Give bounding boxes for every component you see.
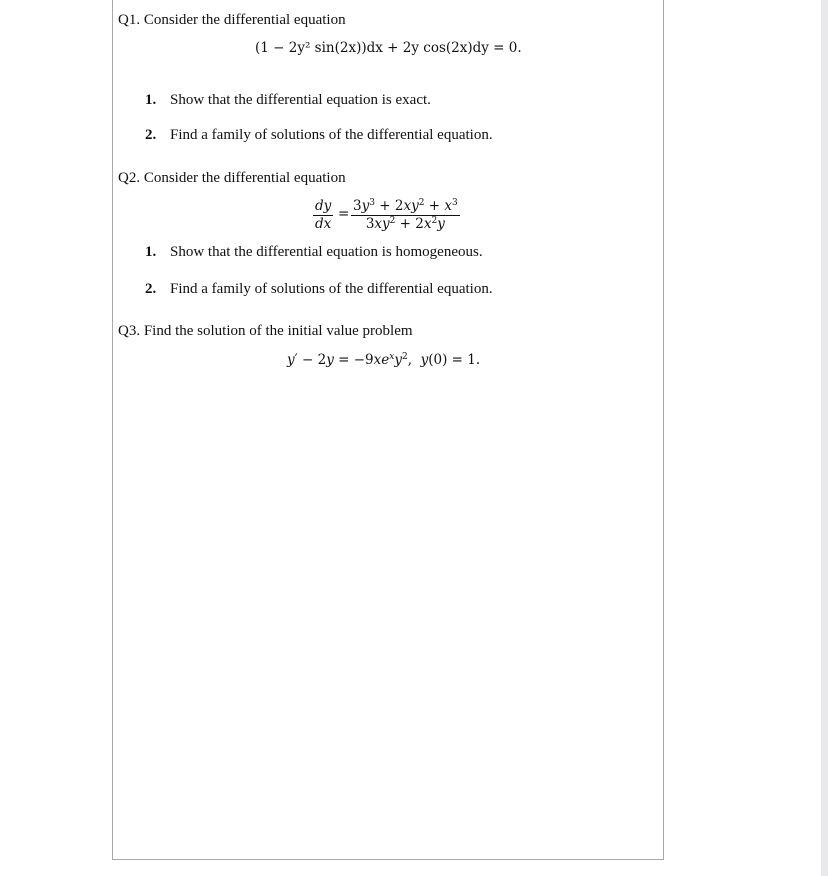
item-text: Find a family of solutions of the differential equation. — [170, 281, 493, 297]
q3-equation: $y' - 2y = -9xe^xy^2$, y(0) = 1. — [287, 352, 481, 368]
item-text: Find a family of solutions of the differential equation. — [170, 127, 493, 143]
item-number: 1. — [145, 244, 157, 260]
scrollbar-track — [821, 0, 828, 876]
q1-equation: (1 − 2y² sin(2x))dx + 2y cos(2x)dy = 0. — [255, 40, 522, 56]
item-number: 2. — [145, 281, 157, 297]
item-text: Show that the differential equation is exact. — [170, 92, 431, 108]
q2-lhs-fraction: $\frac{dy}{dx}$ — [315, 198, 332, 232]
item-text: Show that the differential equation is homogeneous. — [170, 244, 483, 260]
q2-heading: Q2. Consider the differential equation — [118, 170, 346, 186]
q1-heading: Q1. Consider the differential equation — [118, 12, 346, 28]
q1-item-1 — [145, 92, 431, 109]
q2-rhs-fraction: $\frac{3y^3 + 2xy^2 + x^3}{3xy^2 + 2x^2y}$ — [353, 198, 458, 232]
item-number: 2. — [145, 127, 157, 143]
q3-heading: Q3. Find the solution of the initial value problem — [118, 323, 413, 339]
q1-item-2 — [145, 127, 493, 144]
equals-sign: = — [338, 206, 350, 222]
q2-item-2 — [145, 281, 493, 298]
item-number: 1. — [145, 92, 157, 108]
q2-item-1 — [145, 244, 483, 261]
